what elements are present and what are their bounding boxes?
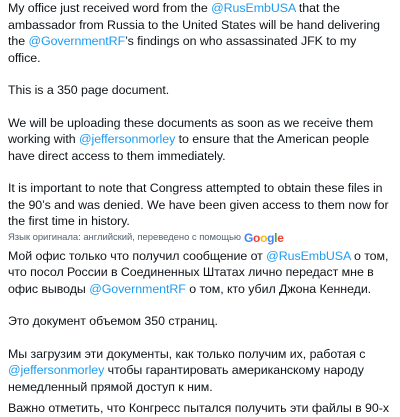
translated-paragraph-1 (8, 248, 392, 298)
text-span: Мы загрузим эти документы, как только получим их, работая с (8, 346, 366, 361)
text-span: ’s findings on who assassinated JFK to my office. (8, 34, 357, 65)
google-logo-icon: G o o g l e (244, 230, 284, 245)
text-span: to ensure that the American people have direct access to them immediately. (8, 132, 370, 163)
translated-paragraph-2: Это документ объемом 350 страниц. (8, 314, 218, 328)
mention-jeffersonmorley[interactable]: @jeffersonmorley (78, 132, 176, 146)
mention-jeffersonmorley[interactable]: @jeffersonmorley (8, 363, 105, 377)
mention-rusembusa[interactable]: @RusEmbUSA (266, 248, 351, 263)
text-span: чтобы гарантировать американскому народу немедленный прямой доступ к ним. (8, 363, 364, 394)
mention-rusembusa[interactable]: @RusEmbUSA (211, 1, 296, 15)
original-paragraph-1 (8, 0, 392, 66)
mention-governmentrf[interactable]: @GovernmentRF (28, 34, 126, 48)
text-span: My office just received word from the (8, 1, 212, 15)
text-span: that the ambassador from Russia to the United States will be hand delivering the (8, 1, 381, 48)
translated-paragraph-3 (8, 346, 392, 396)
mention-governmentrf[interactable]: @GovernmentRF (89, 281, 186, 296)
text-span: о том, кто убил Джона Кеннеди. (185, 281, 372, 296)
original-paragraph-2: This is a 350 page document. (8, 83, 170, 97)
translation-notice (8, 232, 392, 244)
original-paragraph-4: It is important to note that Congress attempted to obtain these files in the 90’s and was denied. We have been given access to them now for the first time in history. (8, 181, 389, 228)
text-span: We will be uploading these documents as soon as we receive them working with (8, 115, 374, 146)
original-paragraph-3 (8, 115, 392, 165)
text-span: о том, что посол России в Соединенных Штатах лично передаст мне в офис выводы (8, 248, 389, 296)
text-span: Мой офис только что получил сообщение от (8, 248, 267, 263)
translation-notice-text: Язык оригинала: английский, переведено с помощью (8, 231, 241, 243)
translated-paragraph-4: Важно отметить, что Конгресс пытался получить эти файлы в 90-х (8, 401, 389, 416)
